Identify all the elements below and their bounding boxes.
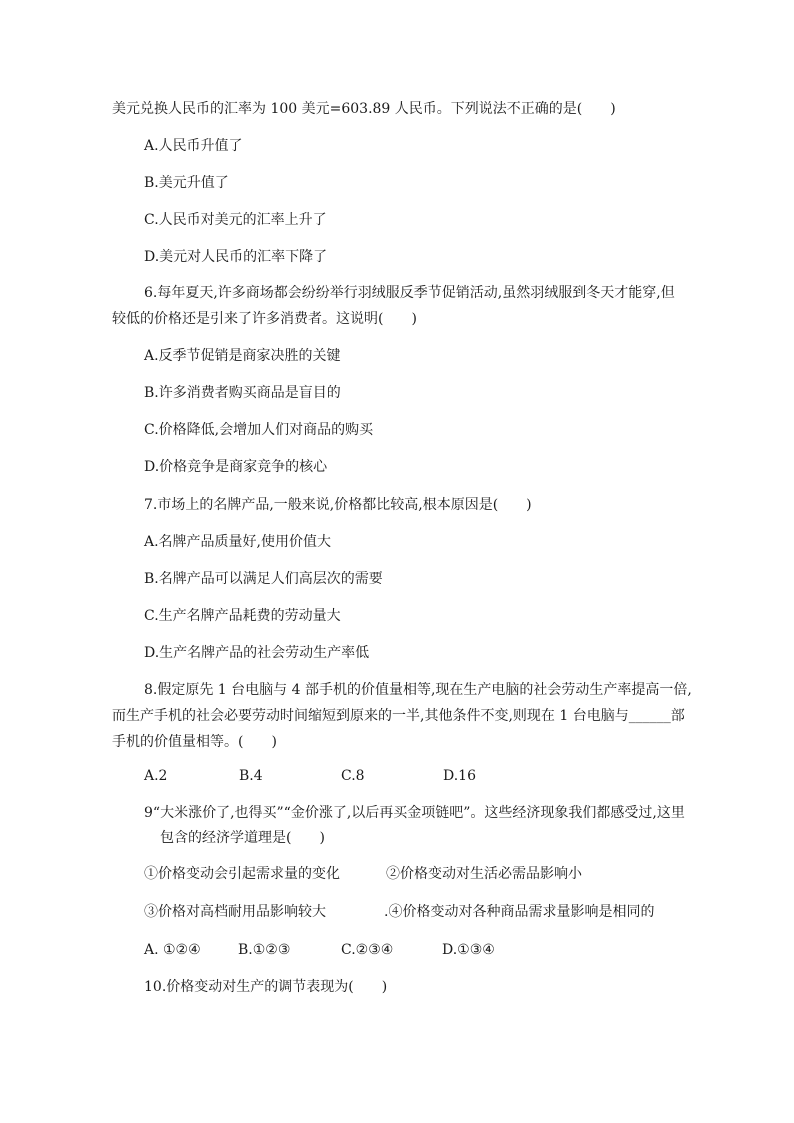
- q8-option-c: C.8: [341, 768, 365, 784]
- q8-stem-line2: 而生产手机的社会必要劳动时间缩短到原来的一半,其他条件不变,则现在 1 台电脑与______部: [112, 708, 685, 724]
- q7-option-b: B.名牌产品可以满足人们高层次的需要: [144, 571, 383, 587]
- q6-option-a: A.反季节促销是商家决胜的关键: [144, 348, 341, 364]
- q8-option-d: D.16: [443, 768, 476, 784]
- q9-statement-2: ②价格变动对生活必需品影响小: [386, 866, 582, 882]
- q9-stem-line1: 9“大米涨价了,也得买”“金价涨了,以后再买金项链吧”。这些经济现象我们都感受过,这里: [144, 805, 685, 821]
- q5-option-c: C.人民币对美元的汇率上升了: [144, 212, 327, 228]
- q5-option-d: D.美元对人民币的汇率下降了: [144, 249, 328, 265]
- q9-statement-1: ①价格变动会引起需求量的变化: [144, 866, 340, 882]
- q6-option-c: C.价格降低,会增加人们对商品的购买: [144, 422, 374, 438]
- q9-option-a: A. ①②④: [144, 942, 201, 958]
- q9-statement-3: ③价格对高档耐用品影响较大: [144, 904, 326, 920]
- q8-stem-line1: 8.假定原先 1 台电脑与 4 部手机的价值量相等,现在生产电脑的社会劳动生产率提高一倍,: [144, 682, 692, 698]
- q6-stem-line1: 6.每年夏天,许多商场都会纷纷举行羽绒服反季节促销活动,虽然羽绒服到冬天才能穿,但: [144, 285, 675, 301]
- q6-option-b: B.许多消费者购买商品是盲目的: [144, 385, 341, 401]
- q9-option-c: C.②③④: [341, 942, 394, 958]
- q9-statement-4: .④价格变动对各种商品需求量影响是相同的: [384, 904, 655, 920]
- q7-option-a: A.名牌产品质量好,使用价值大: [144, 534, 332, 550]
- q8-options: [144, 766, 476, 786]
- q9-options: [144, 940, 495, 960]
- q5-stem: 美元兑换人民币的汇率为 100 美元=603.89 人民币。下列说法不正确的是( ): [112, 101, 616, 117]
- q8-option-a: A.2: [144, 768, 168, 784]
- q6-option-d: D.价格竞争是商家竞争的核心: [144, 459, 328, 475]
- q8-stem-line3: 手机的价值量相等。( ): [112, 734, 277, 750]
- q9-stem-line2: 包含的经济学道理是( ): [160, 830, 325, 846]
- q7-option-d: D.生产名牌产品的社会劳动生产率低: [144, 645, 370, 661]
- q7-stem: 7.市场上的名牌产品,一般来说,价格都比较高,根本原因是( ): [144, 497, 532, 513]
- q7-option-c: C.生产名牌产品耗费的劳动量大: [144, 608, 341, 624]
- q8-option-b: B.4: [239, 768, 263, 784]
- q6-stem-line2: 较低的价格还是引来了许多消费者。这说明( ): [112, 311, 417, 327]
- q9-option-b: B.①②③: [238, 942, 291, 958]
- q10-stem: 10.价格变动对生产的调节表现为( ): [144, 979, 388, 995]
- q5-option-a: A.人民币升值了: [144, 138, 243, 154]
- q5-option-b: B.美元升值了: [144, 175, 229, 191]
- q9-option-d: D.①③④: [442, 942, 495, 958]
